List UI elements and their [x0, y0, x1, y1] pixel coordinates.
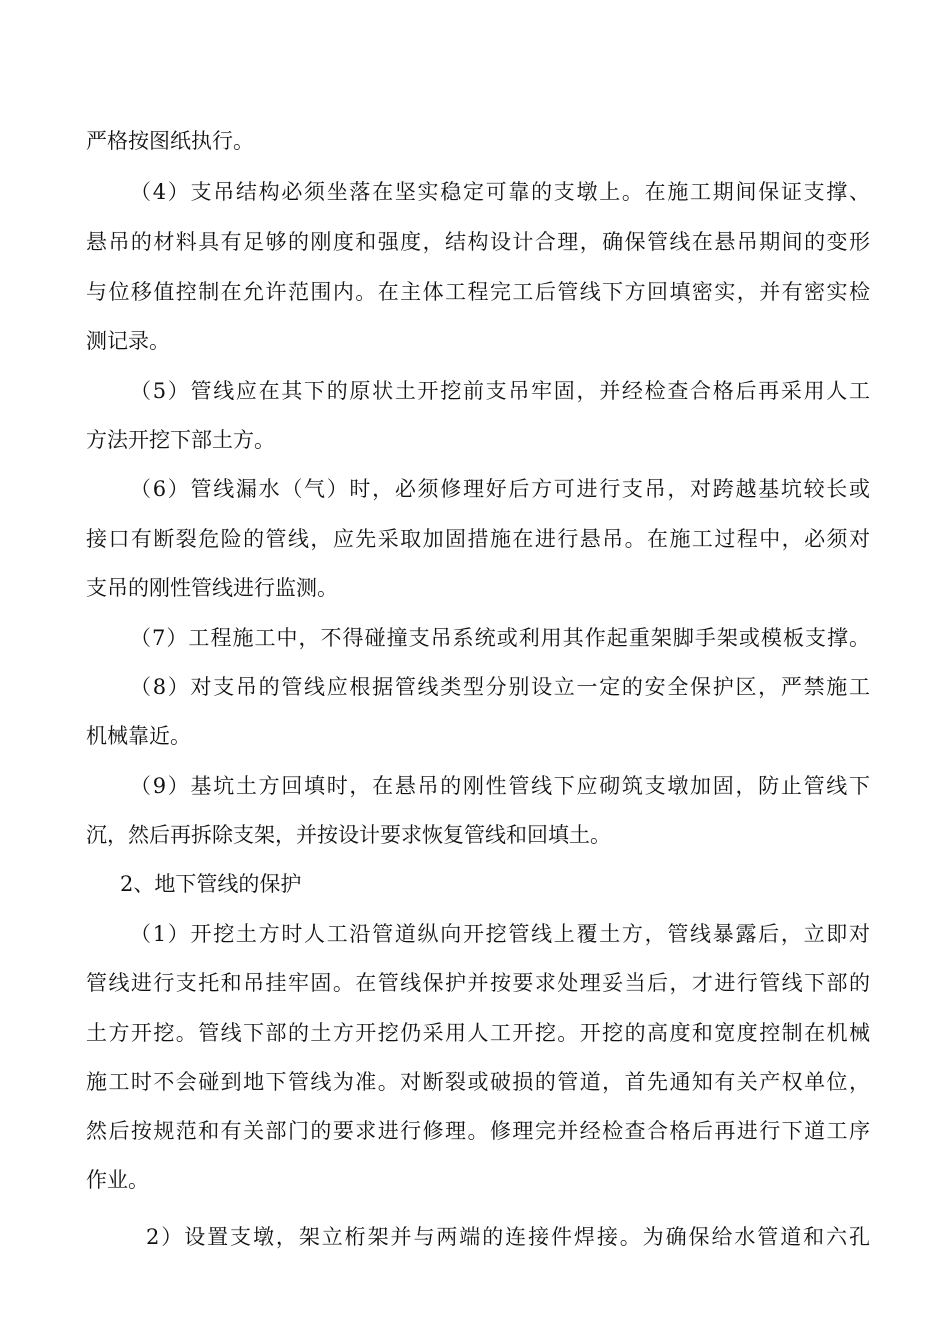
paragraph-7-line	[0, 618, 950, 658]
line-text: 2）设置支墩，架立桁架并与两端的连接件焊接。为确保给水管道和六孔	[146, 1225, 870, 1249]
text-line	[0, 716, 950, 756]
text-line	[0, 1160, 950, 1200]
paragraph-5-line	[0, 371, 950, 411]
heading-text: 2、地下管线的保护	[120, 872, 302, 896]
text-line	[0, 963, 950, 1003]
line-text: 机械靠近。	[86, 724, 191, 748]
text-line	[0, 1013, 950, 1053]
line-text: （4）支吊结构必须坐落在坚实稳定可靠的支墩上。在施工期间保证支撑、	[130, 180, 870, 204]
text-line	[0, 121, 950, 161]
text-line	[0, 420, 950, 460]
line-text: 管线进行支托和吊挂牢固。在管线保护并按要求处理妥当后，才进行管线下部的	[86, 971, 870, 995]
line-text: 与位移值控制在允许范围内。在主体工程完工后管线下方回填密实，并有密实检	[86, 280, 870, 304]
line-text: （1）开挖土方时人工沿管道纵向开挖管线上覆土方，管线暴露后，立即对	[130, 922, 870, 946]
line-text: （9）基坑土方回填时，在悬吊的刚性管线下应砌筑支墩加固，防止管线下	[130, 774, 870, 798]
line-text: 土方开挖。管线下部的土方开挖仍采用人工开挖。开挖的高度和宽度控制在机械	[86, 1021, 870, 1045]
text-line	[0, 519, 950, 559]
line-text: 严格按图纸执行。	[86, 129, 254, 153]
paragraph-8-line	[0, 667, 950, 707]
text-line	[0, 222, 950, 262]
paragraph-9-line	[0, 766, 950, 806]
line-text: （5）管线应在其下的原状土开挖前支吊牢固，并经检查合格后再采用人工	[130, 379, 870, 403]
line-text: 然后按规范和有关部门的要求进行修理。修理完并经检查合格后再进行下道工序	[86, 1119, 870, 1143]
paragraph-6-line	[0, 469, 950, 509]
line-text: 沉，然后再拆除支架，并按设计要求恢复管线和回填土。	[86, 823, 611, 847]
line-text: （6）管线漏水（气）时，必须修理好后方可进行支吊，对跨越基坑较长或	[130, 477, 870, 501]
line-text: 作业。	[86, 1168, 149, 1192]
line-text: 支吊的刚性管线进行监测。	[86, 576, 338, 600]
line-text: 悬吊的材料具有足够的刚度和强度，结构设计合理，确保管线在悬吊期间的变形	[86, 230, 870, 254]
section-heading	[0, 864, 950, 904]
text-line	[0, 1111, 950, 1151]
line-text: （8）对支吊的管线应根据管线类型分别设立一定的安全保护区，严禁施工	[130, 675, 870, 699]
paragraph-4-line	[0, 172, 950, 212]
line-text: 施工时不会碰到地下管线为准。对断裂或破损的管道，首先通知有关产权单位，	[86, 1070, 870, 1094]
text-line	[0, 1062, 950, 1102]
line-text: 方法开挖下部土方。	[86, 428, 275, 452]
text-line	[0, 815, 950, 855]
text-line	[0, 272, 950, 312]
text-line	[0, 321, 950, 361]
paragraph-2-line	[0, 1217, 950, 1257]
line-text: 接口有断裂危险的管线，应先采取加固措施在进行悬吊。在施工过程中，必须对	[86, 527, 870, 551]
line-text: 测记录。	[86, 329, 170, 353]
line-text: （7）工程施工中，不得碰撞支吊系统或利用其作起重架脚手架或模板支撑。	[130, 626, 870, 650]
text-line	[0, 568, 950, 608]
paragraph-1-line	[0, 914, 950, 954]
